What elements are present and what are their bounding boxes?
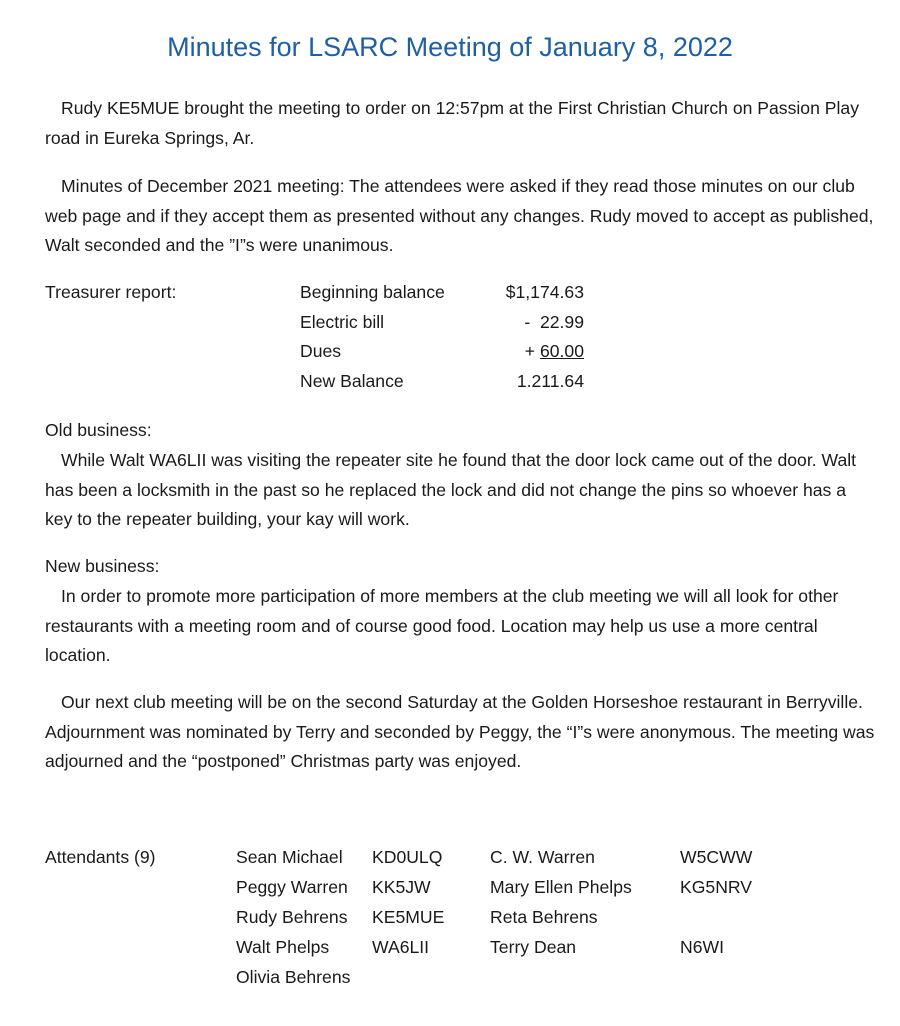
- attendant-callsign: W5CWW: [680, 847, 753, 867]
- ledger-amount: 1.211.64: [516, 370, 584, 391]
- attendant-name: Reta Behrens: [490, 907, 598, 927]
- attendant-callsign: WA6LII: [372, 937, 430, 957]
- attendant-callsign: KE5MUE: [372, 907, 445, 927]
- attendant-name: Sean Michael: [236, 847, 343, 867]
- ledger-amount-prefix: +: [524, 341, 540, 361]
- ledger-row-beginning: [300, 282, 590, 312]
- ledger-label: Beginning balance: [300, 282, 445, 302]
- attendant-name: C. W. Warren: [490, 847, 595, 867]
- attendant-name: Mary Ellen Phelps: [490, 877, 632, 897]
- ledger-amount: - 22.99: [524, 311, 584, 332]
- next-meeting-paragraph: Our next club meeting will be on the second Saturday at the Golden Horseshoe restaurant in Berryville. Adjournment was nominated by Terry and seconded by Peggy, the “I”s were anonymous. The meeting was adjourned and the “postponed” Christmas party was enjoyed.: [45, 692, 875, 771]
- ledger-amount: [525, 341, 584, 362]
- attendant-name: Olivia Behrens: [236, 967, 351, 987]
- call-to-order-paragraph: Rudy KE5MUE brought the meeting to order on 12:57pm at the First Christian Church on Passion Play road in Eureka Springs, Ar.: [45, 98, 859, 148]
- attendant-name: Rudy Behrens: [236, 907, 348, 927]
- treasurer-ledger: [300, 282, 590, 400]
- attendant-name: Terry Dean: [490, 937, 577, 957]
- ledger-amount: $1,174.63: [505, 282, 584, 302]
- ledger-amount-underlined: 60.00: [539, 341, 584, 361]
- new-business-heading: New business:: [45, 556, 160, 576]
- attendant-callsign: [680, 907, 752, 937]
- previous-minutes-paragraph: Minutes of December 2021 meeting: The attendees were asked if they read those minutes on our club web page and if they accept them as presented without any changes. Rudy moved to accept as published, Walt seconded and the ”I”s were unanimous.: [45, 176, 874, 255]
- new-business-paragraph: In order to promote more participation of more members at the club meeting we will all look for other restaurants with a meeting room and of course good food. Location may help us use a more central location.: [45, 586, 839, 665]
- ledger-label: New Balance: [300, 370, 404, 391]
- attendants-calls-col1: [372, 847, 444, 967]
- document-title: Minutes for LSARC Meeting of January 8, 2022: [167, 32, 733, 62]
- attendant-callsign: KK5JW: [372, 877, 431, 897]
- ledger-row-dues: [300, 341, 590, 371]
- treasurer-report-label: Treasurer report:: [45, 282, 177, 302]
- attendants-names-col2: [490, 847, 632, 967]
- old-business-heading: Old business:: [45, 420, 152, 440]
- attendant-callsign: KD0ULQ: [372, 847, 443, 867]
- ledger-label: Electric bill: [300, 311, 385, 332]
- attendants-label: Attendants (9): [45, 847, 156, 867]
- attendant-name: Peggy Warren: [236, 877, 348, 897]
- attendant-callsign: N6WI: [680, 937, 724, 957]
- old-business-paragraph: While Walt WA6LII was visiting the repeater site he found that the door lock came out of the door. Walt has been a locksmith in the past so he replaced the lock and did not change the pins so whoever has a key to the repeater building, your kay will work.: [45, 450, 857, 529]
- attendant-callsign: KG5NRV: [680, 877, 753, 897]
- ledger-label: Dues: [300, 341, 342, 361]
- ledger-row-new-balance: [300, 371, 590, 401]
- ledger-row-electric: [300, 312, 590, 342]
- attendants-names-col1: [236, 847, 350, 997]
- attendants-calls-col2: [680, 847, 752, 967]
- attendant-name: Walt Phelps: [236, 937, 330, 957]
